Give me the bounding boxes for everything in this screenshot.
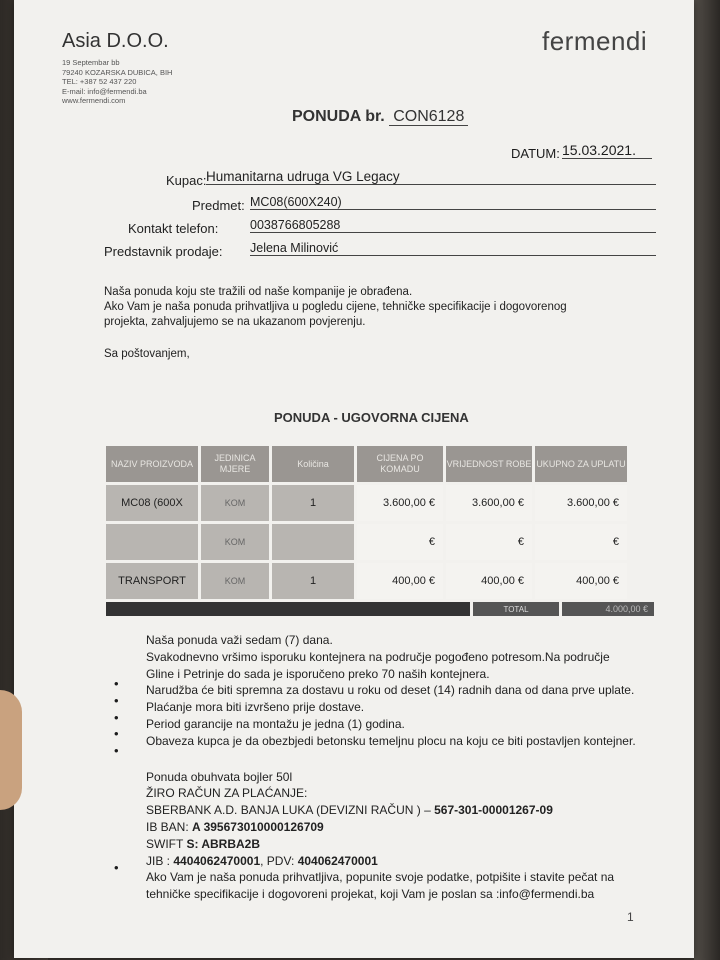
table-row (106, 524, 656, 560)
subject-value: MC08(600X240) (250, 195, 656, 210)
table-cell: MC08 (600X (106, 485, 198, 521)
table-cell: KOM (201, 563, 269, 599)
date-label: DATUM: (511, 146, 560, 161)
offer-number: CON6128 (389, 108, 468, 126)
total-bar (106, 602, 470, 616)
table-cell (272, 524, 354, 560)
boiler-note: Ponuda obuhvata bojler 50l (146, 769, 293, 784)
bullet-icon: • (114, 692, 119, 708)
offer-title: PONUDA br. CON6128 (292, 108, 468, 126)
table-header-row (106, 446, 656, 482)
bank-line: SBERBANK A.D. BANJA LUKA (DEVIZNI RAČUN ) – 567-301-00001267-09 (146, 803, 553, 818)
total-value: 4.000,00 € (562, 602, 654, 616)
bullet-icon: • (114, 676, 119, 691)
table-row (106, 485, 656, 521)
fermendi-logo: fermendi (542, 26, 648, 56)
greeting: Sa poštovanjem, (104, 348, 190, 360)
bullet-icon: • (114, 709, 119, 725)
list-item: Plaćanje mora biti izvršeno prije dostave. (146, 700, 365, 715)
list-item: Svakodnevno vršimo isporuku kontejnera na područje pogođeno potresom.Na područje (146, 649, 610, 664)
table-row (106, 563, 656, 599)
bullet-markers (114, 676, 119, 760)
page-number: 1 (627, 910, 634, 924)
table-cell: 1 (272, 563, 354, 599)
table-header-cell: CIJENA PO KOMADU (357, 446, 443, 482)
phone-label: Kontakt telefon: (128, 221, 219, 236)
table-header-cell: UKUPNO ZA UPLATU (535, 446, 627, 482)
table-cell: € (357, 524, 443, 560)
photo-backdrop-right (694, 0, 720, 960)
offer-date: 15.03.2021. (562, 142, 652, 159)
iban-line: IB BAN: A 395673010000126709 (146, 819, 324, 834)
table-cell: € (535, 524, 627, 560)
customer-label: Kupac: (166, 173, 207, 188)
table-cell: 400,00 € (535, 563, 627, 599)
table-cell: 3.600,00 € (357, 485, 443, 521)
table-header-cell: JEDINICA MJERE (201, 446, 269, 482)
phone-value: 0038766805288 (250, 218, 656, 233)
table-cell: € (446, 524, 532, 560)
account-title: ŽIRO RAČUN ZA PLAĆANJE: (146, 786, 308, 801)
intro-paragraph: Naša ponuda koju ste tražili od naše kompanije je obrađena. Ako Vam je naša ponuda prihvatljiva u pogledu cijene, tehničke specifikacije i dogovorenog projekta, zahvaljujemo se na ukazanom povjerenju. (104, 286, 567, 328)
closing-line: tehničke specifikacije i dogovoreni projekat, koji Vam je poslan sa :info@fermendi.ba (146, 887, 595, 902)
swift-line: SWIFT S: ABRBA2B (146, 836, 261, 851)
table-cell: 1 (272, 485, 354, 521)
list-item: Naša ponuda važi sedam (7) dana. (146, 633, 333, 647)
bullet-icon: • (114, 860, 119, 875)
table-header-cell: NAZIV PROIZVODA (106, 446, 198, 482)
company-address: 19 Septembar bb 79240 KOZARSKA DUBICA, BIH TEL: +387 52 437 220 E-mail: info@fermendi.ba www.fermendi.com (62, 58, 173, 105)
table-cell: TRANSPORT (106, 563, 198, 599)
table-total-row (106, 602, 656, 616)
list-item: Period garancije na montažu je jedna (1) godina. (146, 716, 405, 731)
list-item (146, 750, 636, 767)
list-item: Narudžba će biti spremna za dostavu u roku od deset (14) radnih dana od dana prve uplate. (146, 683, 635, 698)
offer-table (106, 446, 656, 616)
sales-rep-label: Predstavnik prodaje: (104, 244, 223, 259)
table-cell: KOM (201, 524, 269, 560)
table-cell: 3.600,00 € (535, 485, 627, 521)
thumb (0, 690, 22, 810)
table-cell: 3.600,00 € (446, 485, 532, 521)
company-name: Asia D.O.O. (62, 30, 169, 52)
terms-list (146, 632, 636, 903)
list-item: Obaveza kupca je da obezbjedi betonsku temeljnu plocu na koju ce biti postavljen kontejner. (146, 733, 636, 748)
bullet-icon: • (114, 743, 119, 759)
total-label: TOTAL (473, 602, 559, 616)
jib-line: JIB : 4404062470001, PDV: 404062470001 (146, 853, 378, 868)
table-cell: 400,00 € (446, 563, 532, 599)
list-item: Gline i Petrinje do sada je isporučeno preko 70 naših kontejnera. (146, 666, 490, 681)
document-sheet (14, 0, 694, 958)
table-cell: KOM (201, 485, 269, 521)
bullet-icon: • (114, 726, 119, 742)
table-cell: 400,00 € (357, 563, 443, 599)
subject-label: Predmet: (192, 198, 245, 213)
table-header-cell: VRIJEDNOST ROBE (446, 446, 532, 482)
table-cell (106, 524, 198, 560)
closing-line: Ako Vam je naša ponuda prihvatljiva, popunite svoje podatke, potpišite i stavite pečat na (146, 870, 615, 885)
customer-value: Humanitarna udruga VG Legacy (206, 169, 656, 185)
sales-rep-value: Jelena Milinović (250, 241, 656, 256)
table-header-cell: Količina (272, 446, 354, 482)
section-title: PONUDA - UGOVORNA CIJENA (274, 410, 469, 425)
